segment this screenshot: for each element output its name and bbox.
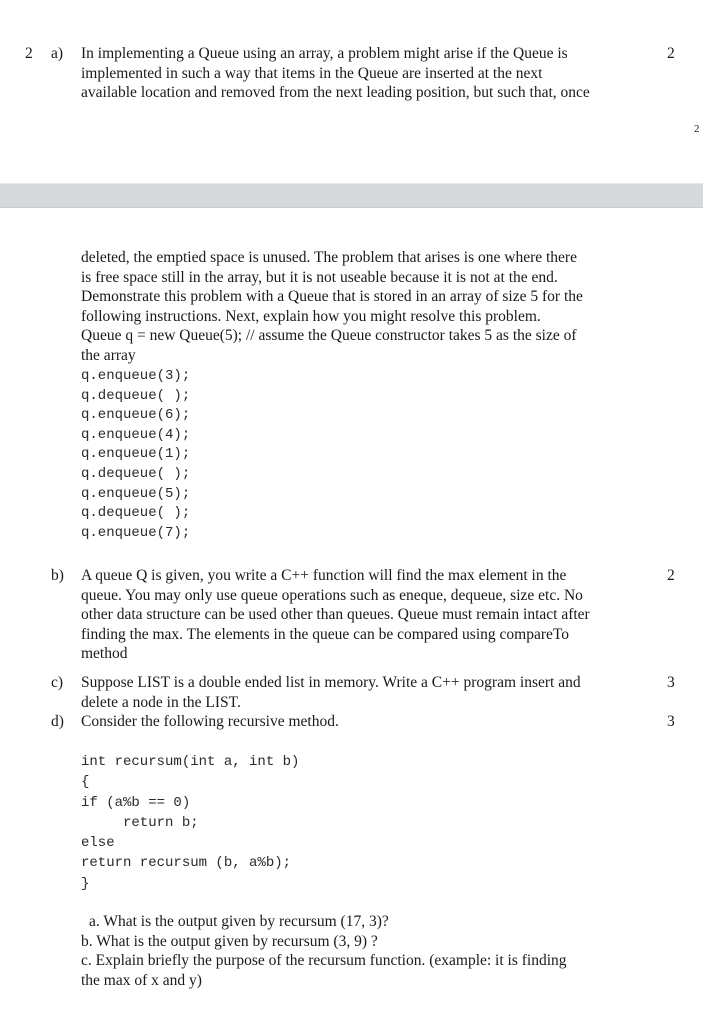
part-d-marks: 3 (667, 713, 675, 730)
text-line: Suppose LIST is a double ended list in memory. Write a C++ program insert and (81, 674, 581, 691)
code-line: q.enqueue(7); (81, 524, 191, 541)
part-c-text (81, 673, 661, 712)
code-line: q.enqueue(4); (81, 426, 191, 443)
part-d-questions (81, 912, 671, 990)
text-line: A queue Q is given, you write a C++ function will find the max element in the (81, 567, 567, 584)
question-line: c. Explain briefly the purpose of the recursum function. (example: it is finding (81, 952, 567, 969)
code-line: q.enqueue(1); (81, 446, 191, 463)
question-number: 2 (25, 45, 33, 62)
code-line: { (81, 774, 90, 791)
code-line: int recursum(int a, int b) (81, 754, 300, 770)
part-b-marks: 2 (667, 567, 675, 584)
part-a-text-continued (81, 248, 661, 365)
part-d-intro: Consider the following recursive method. (81, 713, 339, 730)
code-line: q.dequeue( ); (81, 387, 191, 404)
text-line: Queue q = new Queue(5); // assume the Queue constructor takes 5 as the size of (81, 327, 577, 344)
text-line: Demonstrate this problem with a Queue that is stored in an array of size 5 for the (81, 288, 583, 305)
recursum-code-block (81, 752, 299, 894)
code-line: q.enqueue(6); (81, 407, 191, 424)
code-line: q.dequeue( ); (81, 465, 191, 482)
part-b-text (81, 566, 661, 664)
text-line: implemented in such a way that items in the Queue are inserted at the next (81, 64, 543, 82)
text-line: available location and removed from the next leading position, but such that, once (81, 84, 590, 101)
part-c-marks: 3 (667, 674, 675, 691)
part-a-marks: 2 (667, 45, 675, 62)
part-c-label: c) (51, 674, 64, 691)
question-line: b. What is the output given by recursum (3, 9) ? (81, 932, 378, 950)
question-line: a. What is the output given by recursum (17, 3)? (89, 913, 389, 930)
text-line: method (81, 645, 128, 662)
text-line: following instructions. Next, explain how you might resolve this problem. (81, 307, 541, 325)
code-line: q.enqueue(5); (81, 485, 191, 502)
code-line: return b; (81, 814, 199, 831)
side-mark: 2 (694, 123, 700, 135)
part-d-label: d) (51, 713, 64, 730)
text-line: delete a node in the LIST. (81, 693, 241, 711)
code-line: if (a%b == 0) (81, 794, 191, 811)
code-line: q.dequeue( ); (81, 505, 191, 522)
text-line: finding the max. The elements in the queue can be compared using compareTo (81, 625, 570, 643)
text-line: the array (81, 346, 136, 364)
question-line: the max of x and y) (81, 971, 202, 989)
text-line: queue. You may only use queue operations such as eneque, dequeue, size etc. No (81, 586, 583, 604)
text-line: In implementing a Queue using an array, a problem might arise if the Queue is (81, 45, 568, 62)
code-line: q.enqueue(3); (81, 368, 191, 384)
queue-code-block (81, 367, 190, 543)
code-line: } (81, 875, 90, 892)
code-line: else (81, 835, 115, 852)
code-line: return recursum (b, a%b); (81, 855, 292, 872)
part-a-label: a) (51, 45, 64, 62)
text-line: deleted, the emptied space is unused. The problem that arises is one where there (81, 249, 577, 266)
text-line: other data structure can be used other than queues. Queue must remain intact after (81, 606, 590, 623)
part-a-text-top (81, 44, 657, 103)
page-break-band (0, 183, 703, 208)
part-b-label: b) (51, 567, 64, 584)
text-line: is free space still in the array, but it is not useable because it is not at the end. (81, 268, 558, 286)
